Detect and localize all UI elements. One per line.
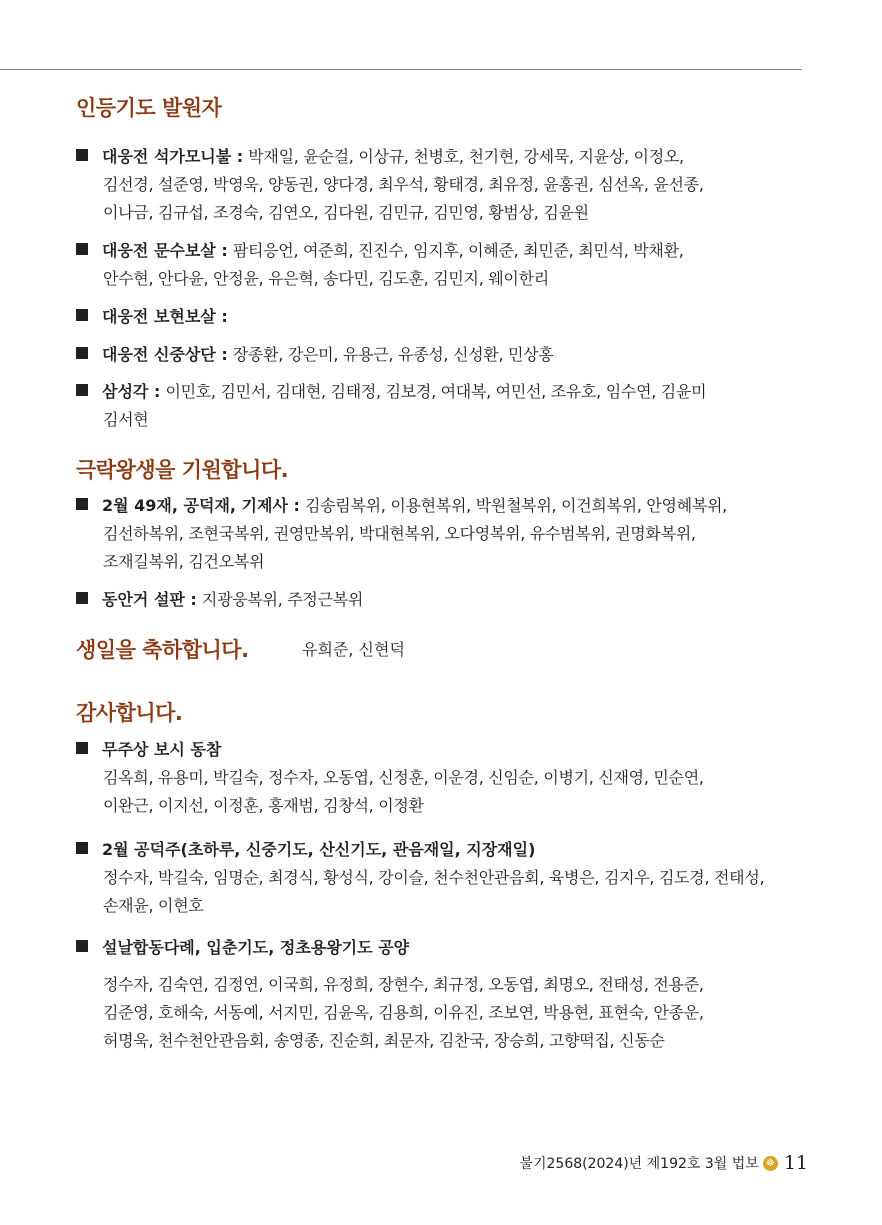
page-number: 11 [783,1152,808,1174]
lamp-entry-sakyamuni [76,143,816,227]
section-title-lamp: 인등기도 발원자 [76,96,222,120]
lamp-entry-samantabhadra [76,303,816,331]
birthday-names: 유희준, 신현덕 [302,640,405,659]
bullet-icon [76,243,88,255]
entry-label: 삼성각 : [102,382,161,401]
entry-label: 대웅전 신중상단 : [102,345,228,364]
entry-label: 2월 49재, 공덕재, 기제사 : [102,496,300,515]
entry-names: 장종환, 강은미, 유용근, 유종성, 신성환, 민상홍 [232,345,554,364]
bullet-icon [76,384,88,396]
bullet-icon [76,940,88,952]
dharma-wheel-icon: ☸ [763,1156,778,1171]
entry-names: 이완근, 이지선, 이정훈, 홍재범, 김창석, 이정환 [103,796,424,815]
entry-names: 김선경, 설준영, 박영욱, 양동권, 양다경, 최우석, 황태경, 최유정, 윤홍권, 심선옥, 윤선종, [103,175,704,194]
section-title-rebirth: 극락왕생을 기원합니다. [76,458,289,482]
top-rule [0,69,802,70]
bullet-icon [76,842,88,854]
bullet-icon [76,742,88,754]
lamp-entry-manjusri [76,237,816,293]
entry-label: 대웅전 석가모니불 : [102,147,244,166]
entry-names: 김옥희, 유용미, 박길숙, 정수자, 오동엽, 신정훈, 이운경, 신임순, 이병기, 신재영, 민순연, [103,768,704,787]
bullet-icon [76,592,88,604]
entry-label: 2월 공덕주(초하루, 신중기도, 산신기도, 관음재일, 지장재일) [102,840,536,859]
entry-names: 조재길복위, 김건오복위 [103,552,265,571]
entry-names: 김준영, 호해숙, 서동예, 서지민, 김윤옥, 김용희, 이유진, 조보연, 박용현, 표현숙, 안종운, [103,1003,704,1022]
entry-label: 대웅전 문수보살 : [102,241,228,260]
entry-names: 김서현 [103,410,149,429]
entry-names: 박재일, 윤순걸, 이상규, 천병호, 천기현, 강세묵, 지윤상, 이정오, [248,147,684,166]
page-footer [519,1152,808,1174]
entry-label: 설날합동다례, 입춘기도, 정초용왕기도 공양 [102,938,410,957]
entry-names: 손재윤, 이현호 [103,896,204,915]
entry-names: 안수현, 안다윤, 안정윤, 유은혁, 송다민, 김도훈, 김민지, 웨이한리 [103,269,549,288]
thanks-entry-offering [76,934,816,1055]
bullet-icon [76,498,88,510]
entry-label: 동안거 설판 : [102,590,197,609]
bullet-icon [76,309,88,321]
lamp-entry-guardian [76,341,816,369]
entry-names: 팜티응언, 여준희, 진진수, 임지후, 이혜준, 최민준, 최민석, 박채환, [232,241,684,260]
entry-names: 김송림복위, 이용현복위, 박원철복위, 이건희복위, 안영혜복위, [304,496,727,515]
entry-label: 무주상 보시 동참 [102,740,222,759]
section-title-birthday: 생일을 축하합니다. [76,638,249,662]
entry-names: 김선하복위, 조현국복위, 권영만복위, 박대현복위, 오다영복위, 유수범복위, 권명화복위, [103,524,696,543]
bullet-icon [76,347,88,359]
entry-names: 지광웅복위, 주정근복위 [201,590,364,609]
entry-names: 이민호, 김민서, 김대현, 김태정, 김보경, 여대복, 여민선, 조유호, 임수연, 김윤미 [165,382,707,401]
entry-names: 정수자, 박길숙, 임명순, 최경식, 황성식, 강이슬, 천수천안관음회, 육병은, 김지우, 김도경, 전태성, [103,868,765,887]
issue-label: 불기2568(2024)년 제192호 3월 법보 [519,1156,759,1172]
entry-names: 이나금, 김규섭, 조경숙, 김연오, 김다원, 김민규, 김민영, 황범상, 김윤원 [103,203,589,222]
entry-label: 대웅전 보현보살 : [102,307,228,326]
bullet-icon [76,149,88,161]
section-title-thanks: 감사합니다. [76,701,183,725]
rebirth-entry-winter-retreat [76,586,816,614]
thanks-entry-donation [76,736,816,820]
entry-names: 정수자, 김숙연, 김정연, 이국희, 유정희, 장현수, 최규정, 오동엽, 최명오, 전태성, 전용준, [103,975,704,994]
thanks-entry-merit [76,836,816,920]
lamp-entry-samseonggak [76,378,816,434]
entry-names: 허명욱, 천수천안관음회, 송영종, 진순희, 최문자, 김찬국, 장승희, 고향떡집, 신동순 [103,1031,665,1050]
rebirth-entry-memorial [76,492,816,576]
